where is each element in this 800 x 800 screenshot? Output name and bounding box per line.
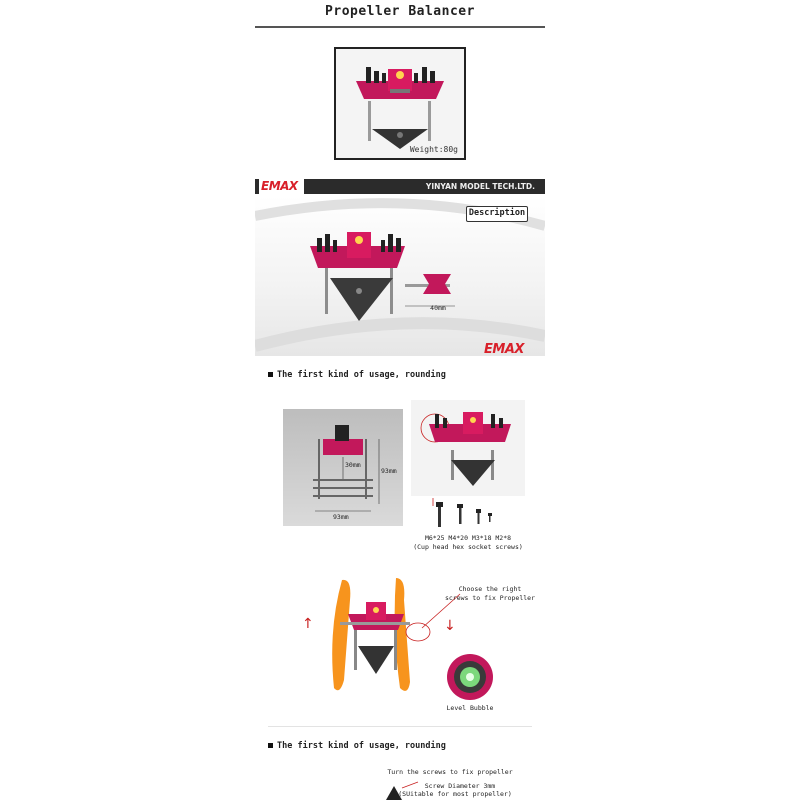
callout-line2: screws to fix Propeller [444,594,535,602]
callout-line1: Choose the right [458,585,522,593]
company-name: YINYAN MODEL TECH.LTD. [425,182,535,191]
screw-sizes: M6*25 M4*20 M3*18 M2*8 [424,534,512,542]
level-bubble-label: Level Bubble [446,704,494,712]
emax-logo-bottom: EMAX [484,342,524,357]
section2-note3: (SUitable for most propeller) [398,790,512,798]
level-bubble-illustration [445,652,495,702]
emax-logo: EMAX [259,179,304,194]
section2-illustration [380,780,420,800]
weight-caption: Weight:80g [409,145,458,154]
arrow-up-icon: ↑ [302,616,314,632]
title-divider [255,26,545,28]
brand-banner [255,179,545,194]
arrow-down-icon: ↓ [444,618,456,634]
balancer-closeup-illustration [411,400,525,496]
description-label: Description [466,206,528,222]
page-title: Propeller Balancer [325,4,475,19]
bullet-square-icon [268,372,273,377]
section2-note1: Turn the screws to fix propeller [387,768,513,776]
dimension-label: 40mm [430,304,446,312]
product-photo [334,47,466,160]
dimension-photo [283,409,403,526]
section2-note2: Screw Diameter 3mm [424,782,496,790]
screws-photo [411,400,525,496]
height-dimension: 93mm [381,467,397,475]
width-dimension: 93mm [333,513,349,521]
screws-illustration [411,496,525,536]
bullet-square-icon [268,743,273,748]
section2-heading [268,741,446,751]
section1-heading-text: The first kind of usage, rounding [277,370,446,380]
section1-heading [268,370,446,380]
screw-note: (Cup head hex socket screws) [413,543,523,551]
section-divider [268,726,532,727]
section2-heading-text: The first kind of usage, rounding [277,741,446,751]
inner-dimension: 30mm [345,461,361,469]
balancer-illustration [336,49,464,158]
